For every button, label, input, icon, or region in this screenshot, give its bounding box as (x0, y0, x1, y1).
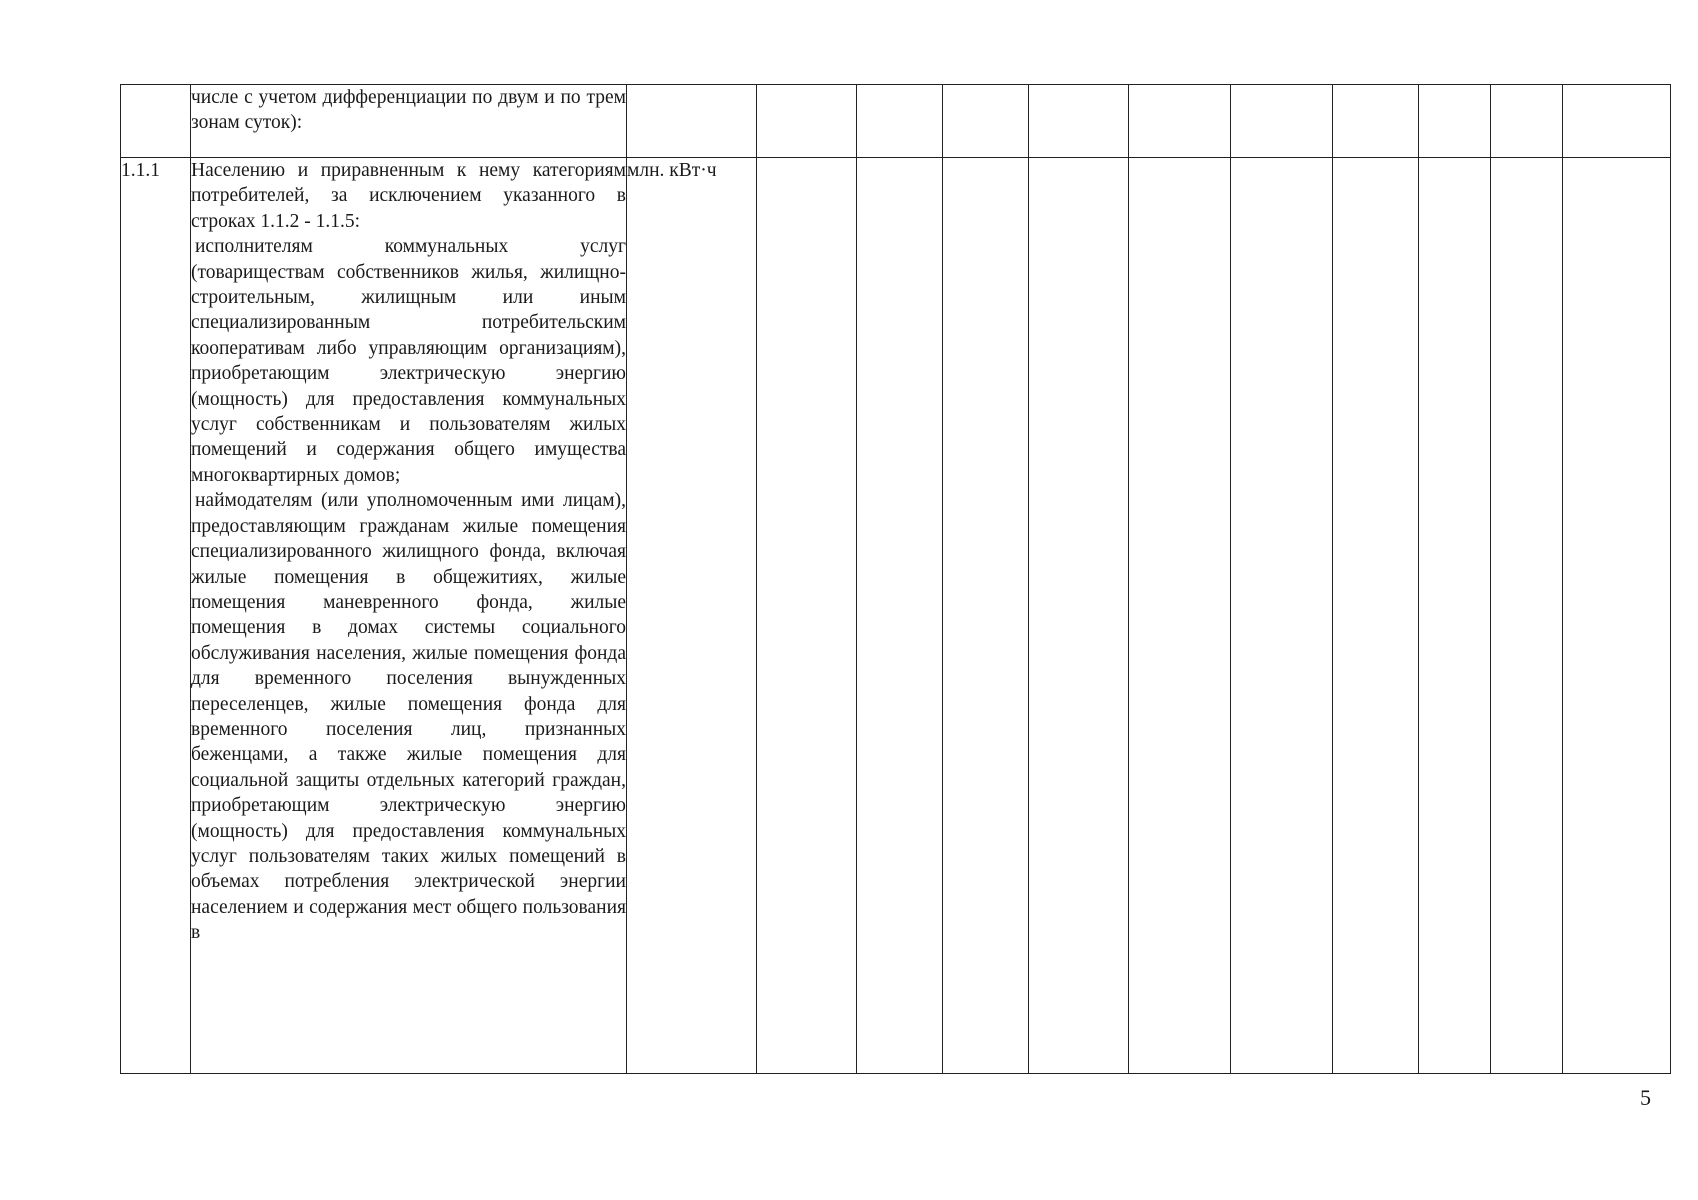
row-number-cell: 1.1.1 (121, 158, 191, 1074)
value-cell (1491, 158, 1563, 1074)
row-description-cell (191, 85, 627, 158)
value-cell (857, 85, 943, 158)
page-number: 5 (1640, 1085, 1651, 1110)
value-cell (757, 85, 857, 158)
table-row (121, 85, 1671, 158)
value-cell (1419, 85, 1491, 158)
value-cell (943, 158, 1029, 1074)
row-number-cell (121, 85, 191, 158)
value-cell (1231, 85, 1333, 158)
value-cell (1563, 158, 1671, 1074)
description-paragraph: исполнителям коммунальных услуг (товариществам собственников жилья, жилищно-строительным, жилищным или иным специализированным потребительским кооперативам либо управляющим организациям), приобретающим электрическую энергию (мощность) для предоставления коммунальных услуг собственникам и пользователям жилых помещений и содержания общего имущества многоквартирных домов; (191, 236, 626, 486)
value-cell (1563, 85, 1671, 158)
value-cell (1419, 158, 1491, 1074)
value-cell (1333, 85, 1419, 158)
value-cell (1029, 85, 1129, 158)
value-cell (1129, 85, 1231, 158)
value-cell (1491, 85, 1563, 158)
description-paragraph: Населению и приравненным к нему категориям потребителей, за исключением указанного в строках 1.1.2 - 1.1.5: (191, 160, 626, 232)
row-description-cell (191, 158, 627, 1074)
description-paragraph: наймодателям (или уполномоченным ими лицам), предоставляющим гражданам жилые помещения специализированного жилищного фонда, включая жилые помещения в общежитиях, жилые помещения маневренного фонда, жилые помещения в домах системы социального обслуживания населения, жилые помещения фонда для временного поселения вынужденных переселенцев, жилые помещения фонда для временного поселения лиц, признанных беженцами, а также жилые помещения для социальной защиты отдельных категорий граждан, приобретающим электрическую энергию (мощность) для предоставления коммунальных услуг пользователям таких жилых помещений в объемах потребления электрической энергии населением и содержания мест общего пользования в (191, 490, 626, 944)
value-cell (1029, 158, 1129, 1074)
value-cell (757, 158, 857, 1074)
value-cell (857, 158, 943, 1074)
value-cell (943, 85, 1029, 158)
unit-cell: млн. кВт·ч (627, 158, 757, 1074)
value-cell (1129, 158, 1231, 1074)
unit-cell (627, 85, 757, 158)
value-cell (1333, 158, 1419, 1074)
data-table (120, 84, 1671, 1074)
value-cell (1231, 158, 1333, 1074)
description-text: числе с учетом дифференциации по двум и по трем зонам суток): (191, 87, 626, 134)
table-row (121, 158, 1671, 1074)
